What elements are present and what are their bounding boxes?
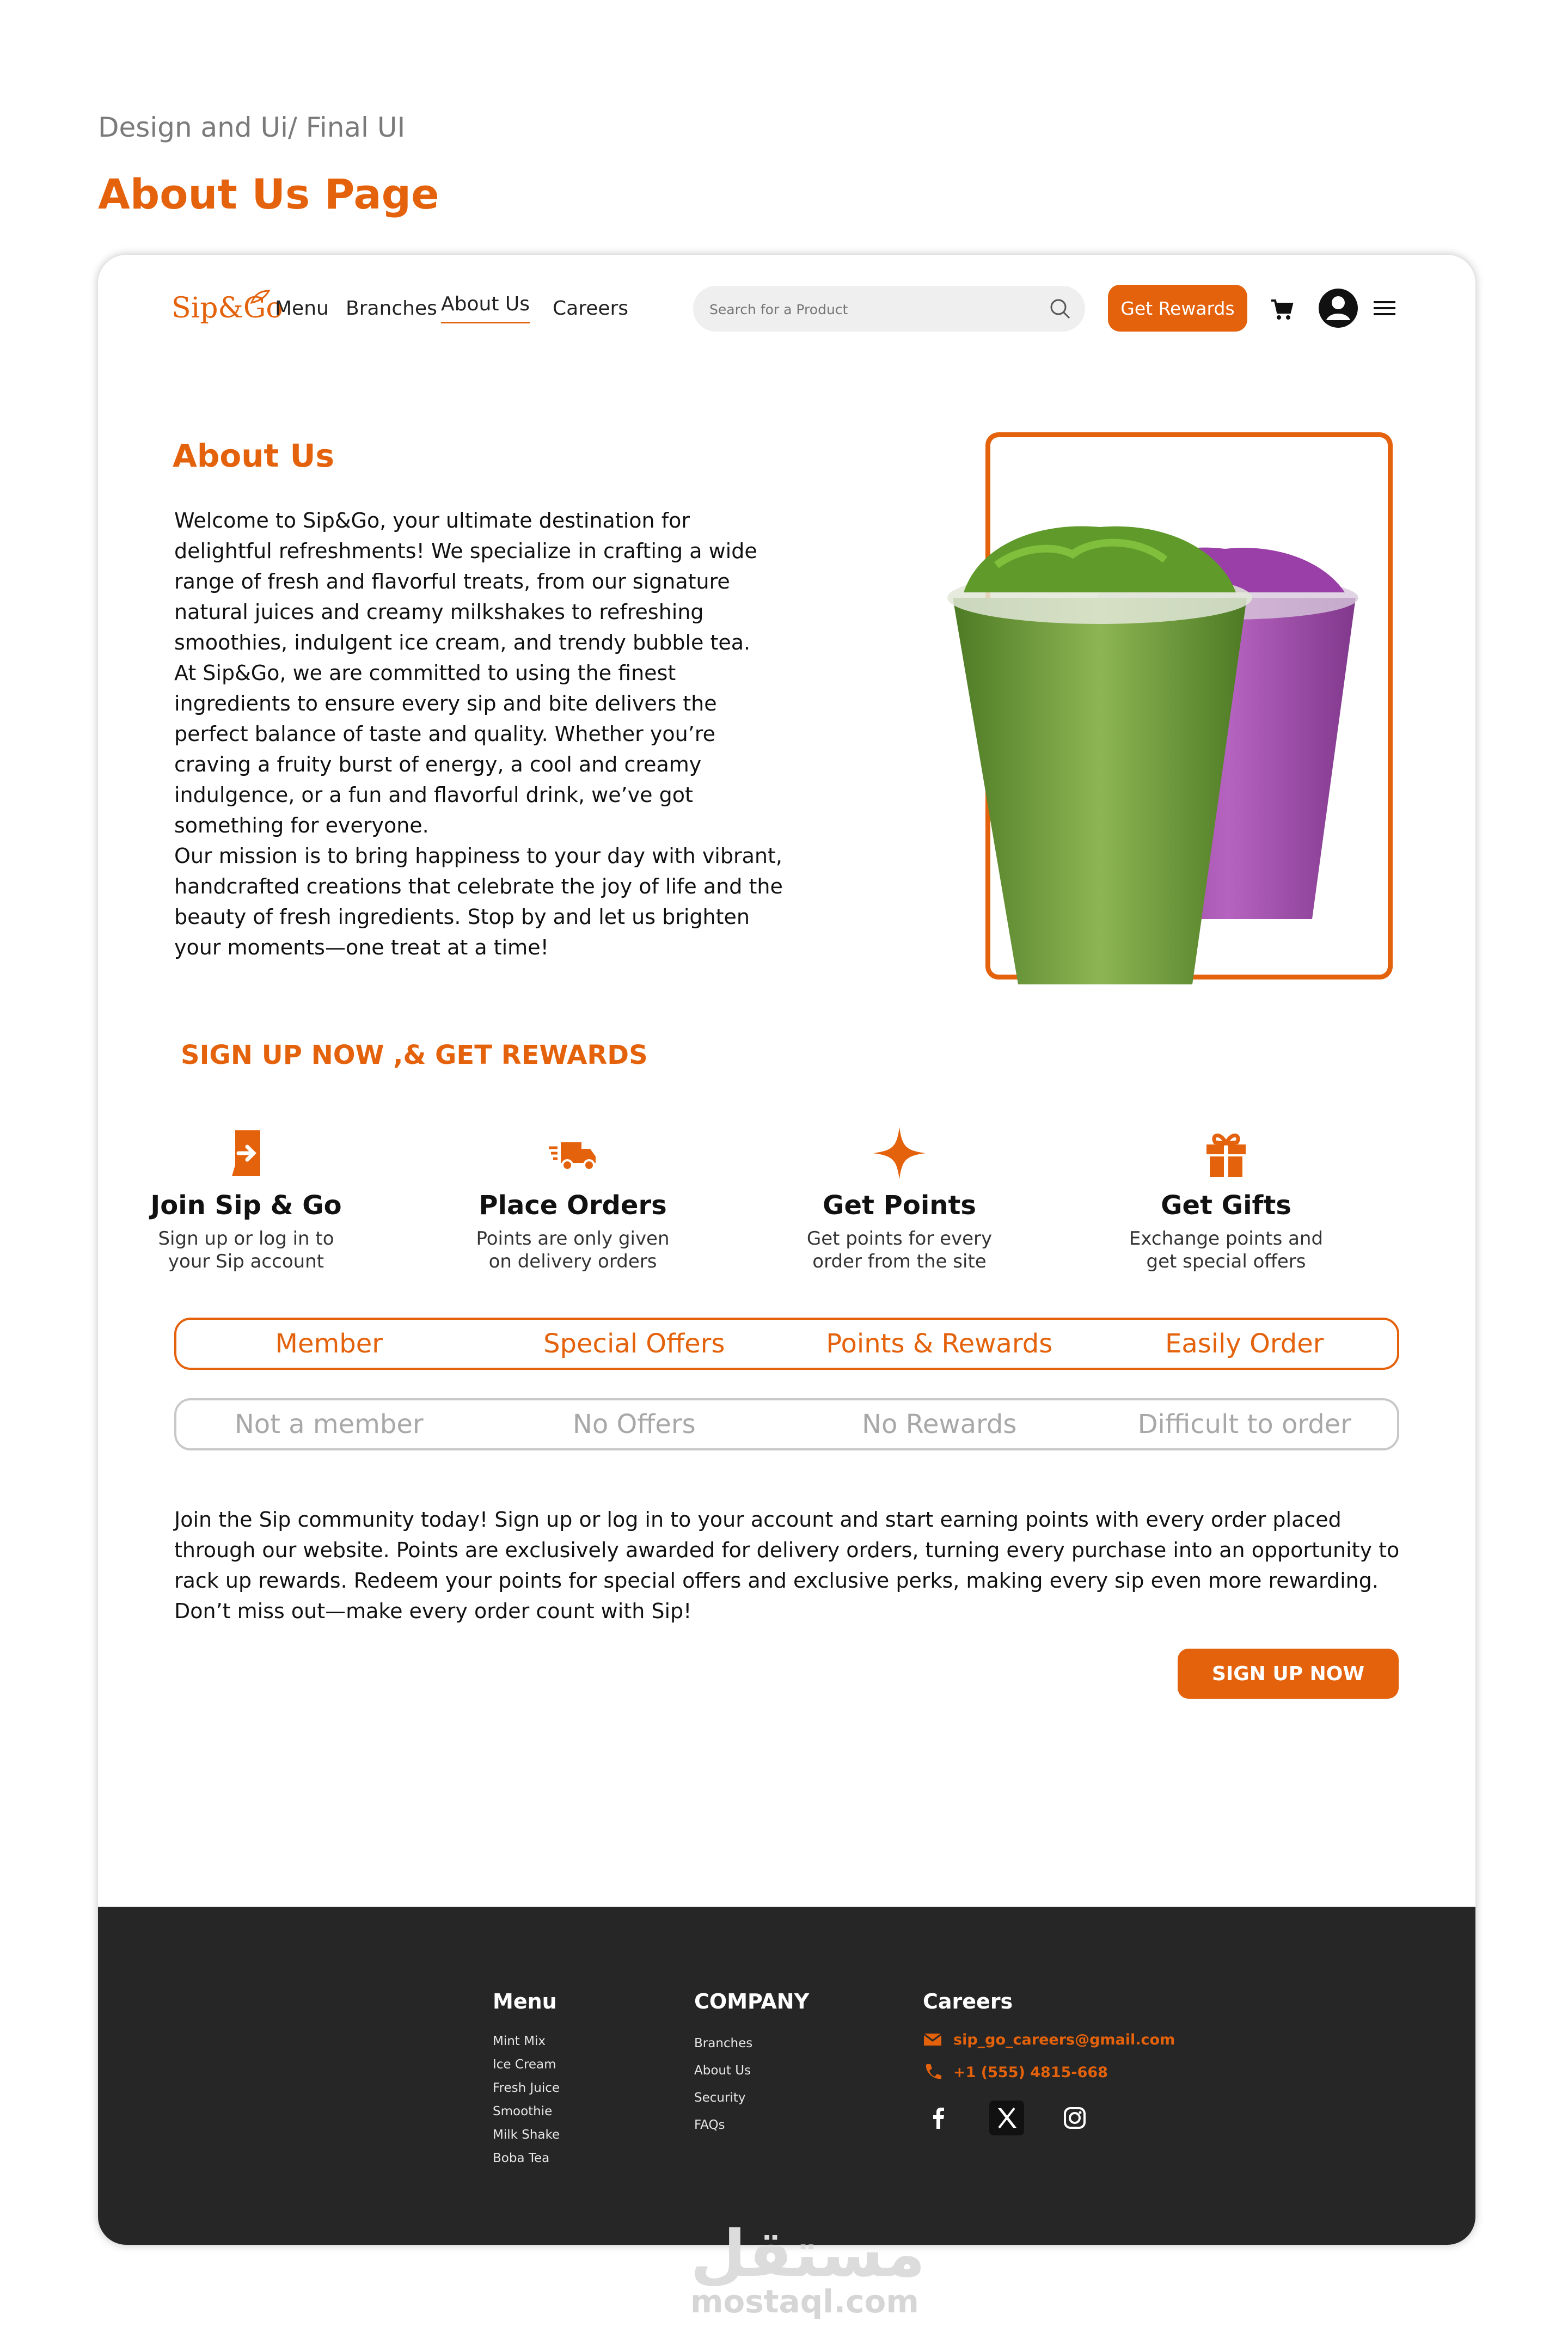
footer-link[interactable]: Ice Cream [493,2058,556,2072]
leaf-icon [249,289,271,305]
about-paragraph: Our mission is to bring happiness to your day with vibrant, handcrafted creations that celebrate the joy of life and the beauty of fresh ingredients. Stop by and let us brighten your moments—one treat at a time! [174,844,783,959]
step-gifts [1085,1126,1368,1273]
footer-careers [923,1989,1175,2095]
step-desc: Points are only given on delivery orders [476,1228,670,1272]
sparkle-icon [872,1126,927,1180]
footer-menu [493,1989,560,2170]
page-heading: About Us Page [98,170,439,218]
sign-up-button[interactable]: SIGN UP NOW [1178,1649,1399,1699]
nav-branches[interactable]: Branches [346,297,437,320]
step-desc: Exchange points and get special offers [1129,1228,1324,1272]
footer [98,1907,1475,2245]
footer-link[interactable]: Fresh Juice [493,2081,560,2095]
mail-icon [923,2030,942,2049]
smoothie-image [844,516,1377,995]
footer-link[interactable]: Security [694,2091,746,2105]
nonmember-item: No Offers [572,1409,696,1440]
footer-link[interactable]: Branches [694,2036,753,2050]
member-benefit: Member [275,1328,383,1359]
step-title: Place Orders [479,1190,667,1221]
about-paragraph: At Sip&Go, we are committed to using the finest ingredients to ensure every sip and bite delivers the perfect balance of taste and quality. Whether you’re craving a fruity burst of energy, a cool and creamy indulgence, or a fun and flavorful drink, we’ve got something for everyone. [174,661,717,837]
search-input[interactable] [708,296,1037,323]
member-benefit: Special Offers [543,1328,725,1359]
footer-company [694,1989,809,2139]
footer-link[interactable]: About Us [694,2064,751,2078]
watermark-arabic: مستقل [690,2216,926,2291]
nav-menu[interactable]: Menu [275,297,329,320]
search-bar [693,286,1085,332]
step-desc: Sign up or log in to your Sip account [158,1228,334,1272]
breadcrumb: Design and Ui/ Final UI [98,112,406,143]
nav-careers[interactable]: Careers [553,297,629,320]
watermark: mostaql.com [690,2283,919,2320]
nonmember-item: No Rewards [862,1409,1017,1440]
step-join [105,1126,388,1273]
facebook-icon[interactable] [921,2101,956,2135]
email-text: sip_go_careers@gmail.com [953,2031,1175,2048]
signup-heading: SIGN UP NOW ,& GET REWARDS [181,1040,648,1070]
footer-link[interactable]: Smoothie [493,2104,553,2119]
phone-icon [923,2062,942,2082]
member-benefit: Points & Rewards [826,1328,1053,1359]
instagram-icon[interactable] [1057,2101,1092,2135]
footer-careers-title: Careers [923,1989,1013,2013]
member-benefit: Easily Order [1165,1328,1324,1359]
nav-about-us[interactable]: About Us [441,293,530,323]
contact-email[interactable] [923,2030,1175,2049]
step-title: Get Gifts [1161,1190,1291,1221]
footer-company-title: COMPANY [694,1989,810,2013]
nonmember-item: Difficult to order [1137,1409,1351,1440]
step-orders [431,1126,714,1273]
step-points [758,1126,1041,1273]
step-title: Join Sip & Go [150,1190,342,1221]
nonmember-row [174,1398,1399,1450]
step-desc: Get points for every order from the site [806,1228,993,1272]
footer-link[interactable]: Boba Tea [493,2151,550,2165]
footer-link[interactable]: FAQs [694,2118,725,2132]
phone-text: +1 (555) 4815-668 [953,2064,1108,2081]
join-text: Join the Sip community today! Sign up or log in to your account and start earning points with every order placed through our website. Points are exclusively awarded for delivery orders, turning every purchase into an opportunity to rack up rewards. Redeem your points for special offers and exclusive perks, making every sip even more rewarding. Don’t miss out—make every order count with Sip! [174,1508,1400,1623]
gift-icon [1199,1126,1253,1180]
contact-phone[interactable] [923,2062,1175,2082]
login-icon [219,1126,273,1180]
about-paragraph: Welcome to Sip&Go, your ultimate destination for delightful refreshments! We specialize in crafting a wide range of fresh and flavorful treats, from our signature natural juices and creamy milkshakes to refreshing smoothies, indulgent ice cream, and trendy bubble tea. [174,509,757,654]
search-icon[interactable] [1048,297,1072,321]
page-frame [98,255,1475,2245]
member-benefits-row [174,1318,1399,1370]
menu-icon[interactable] [1374,298,1395,318]
footer-menu-title: Menu [493,1989,557,2013]
logo[interactable]: Sip&Go [171,292,283,325]
nonmember-item: Not a member [234,1409,424,1440]
footer-link[interactable]: Mint Mix [493,2034,546,2048]
about-title: About Us [173,437,335,474]
user-icon[interactable] [1318,287,1359,329]
get-rewards-button[interactable]: Get Rewards [1108,285,1247,332]
step-title: Get Points [823,1190,976,1221]
footer-link[interactable]: Milk Shake [493,2128,560,2142]
x-icon[interactable] [989,2101,1024,2135]
delivery-truck-icon [546,1126,600,1180]
about-text [174,505,784,963]
cart-icon[interactable] [1270,297,1294,321]
